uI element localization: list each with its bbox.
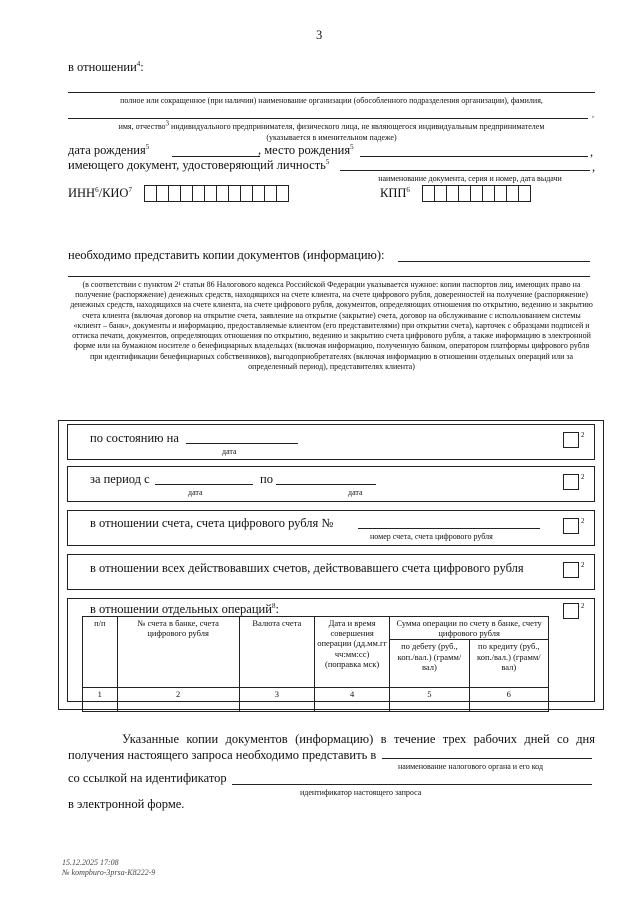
id-doc-label: имеющего документ, удостоверяющий личность$^5$ xyxy=(68,157,330,172)
case-hint: (указывается в именительном падеже) xyxy=(266,133,397,142)
person-name-line[interactable] xyxy=(68,118,588,119)
as-of-date-field[interactable] xyxy=(186,443,298,444)
col-number: 2 xyxy=(117,688,239,701)
table-cell[interactable] xyxy=(239,701,314,711)
period-to-field[interactable] xyxy=(276,484,376,485)
col-number: 5 xyxy=(390,688,469,701)
inn-kio-label: ИНН$^6$/КИО$^7$ xyxy=(68,185,132,200)
deadline-paragraph: Указанные копии документов (информацию) в течение трех рабочих дней со дня получения настоящего запроса необходимо представить в xyxy=(68,732,595,763)
stamp-date: 15.12.2025 17:08 xyxy=(62,858,119,867)
table-cell[interactable] xyxy=(469,701,548,711)
col-number: 1 xyxy=(83,688,118,701)
header-currency: Валюта счета xyxy=(239,617,314,688)
docs-note: (в соответствии с пунктом 2¹ статьи 86 Налогового кодекса Российской Федерации указывается нужное: копии паспортов лиц, имеющих право на получение (распоряжение) денежных средств, находящихся на счете клиента, на счете цифрового рубля, доверенностей на получение (распоряжение) денежных средств, находящихся на счете клиента, на счете цифрового рубля, документов, определяющих отношения по открытию, ведению и закрытию счета клиента (включая договор на открытие счета, заявление на открытие (закрытие) счета, договор на обслуживание с использованием системы «клиент – банк», документы и информацию, предоставляемые клиентом (его представителями) при открытии счета), карточек с образцами подписей и оттиска печати, документов, определяющих отношения по открытию, ведению и закрытию счета цифрового рубля, а также информацию в электронной форме или на бумажном носителе о бенефициарных владельцах (включая информацию, полученную банком, оператором платформы цифрового рубля при идентификации бенефициарных собственников), выгодоприобретателях (включая информацию в отношении отдельных операций или за определенный период), представителях клиента) xyxy=(70,280,593,371)
operations-table xyxy=(82,616,549,712)
header-sum: Сумма операции по счету в банке, счету цифрового рубля xyxy=(390,617,549,640)
account-label: в отношении счета, счета цифрового рубля № xyxy=(90,516,334,530)
birth-date-field[interactable] xyxy=(172,156,260,157)
regarding-label: в отношении$^4$: xyxy=(68,59,144,74)
period-from-field[interactable] xyxy=(155,484,253,485)
period-to-label: по xyxy=(260,472,273,486)
account-number-field[interactable] xyxy=(358,528,540,529)
id-doc-hint: наименование документа, серия и номер, дата выдачи xyxy=(378,174,562,183)
account-checkbox[interactable] xyxy=(563,518,579,534)
operations-label: в отношении отдельных операций$^8$: xyxy=(90,601,279,616)
birth-place-field[interactable] xyxy=(360,156,588,157)
all-accounts-label: в отношении всех действовавших счетов, действовавшего счета цифрового рубля xyxy=(90,561,524,575)
table-cell[interactable] xyxy=(83,701,118,711)
birth-place-label: , место рождения$^5$ xyxy=(258,142,354,157)
docs-field-2[interactable] xyxy=(68,276,590,277)
docs-field-1[interactable] xyxy=(398,261,590,262)
period-checkbox[interactable] xyxy=(563,474,579,490)
table-cell[interactable] xyxy=(390,701,469,711)
birth-date-label: дата рождения$^5$ xyxy=(68,142,150,157)
header-num: п/п xyxy=(83,617,118,688)
org-name-line[interactable] xyxy=(68,92,595,93)
header-datetime: Дата и время совершения операции (дд.мм.гг чч:мм:сс) (поправка мск) xyxy=(314,617,389,688)
ref-label: со ссылкой на идентификатор xyxy=(68,771,227,785)
tax-org-hint: наименование налогового органа и его код xyxy=(398,762,544,771)
docs-label: необходимо представить копии документов (информацию): xyxy=(68,248,385,262)
header-account: № счета в банке, счета цифрового рубля xyxy=(117,617,239,688)
col-number: 4 xyxy=(314,688,389,701)
all-accounts-checkbox[interactable] xyxy=(563,562,579,578)
inn-cells[interactable] xyxy=(144,185,288,207)
as-of-label: по состоянию на xyxy=(90,431,179,445)
kpp-cells[interactable] xyxy=(422,185,530,207)
stamp-source: № kompburo-3prsa-K8222-9 xyxy=(62,868,156,877)
ref-hint: идентификатор настоящего запроса xyxy=(300,788,422,797)
col-number: 6 xyxy=(469,688,548,701)
electronic-form: в электронной форме. xyxy=(68,797,185,811)
table-cell[interactable] xyxy=(117,701,239,711)
ref-id-field[interactable] xyxy=(232,784,592,785)
header-debit: по дебету (руб., коп./вал.) (грамм/вал) xyxy=(390,640,469,688)
id-doc-field[interactable] xyxy=(340,170,590,171)
tax-org-field[interactable] xyxy=(382,758,592,759)
header-credit: по кредиту (руб., коп./вал.) (грамм/вал) xyxy=(469,640,548,688)
org-name-hint: полное или сокращенное (при наличии) наименование организации (обособленного подразделения организации), фамилия, xyxy=(120,96,543,105)
kpp-label: КПП$^6$ xyxy=(380,185,410,200)
as-of-checkbox[interactable] xyxy=(563,432,579,448)
col-number: 3 xyxy=(239,688,314,701)
table-cell[interactable] xyxy=(314,701,389,711)
person-hint: имя, отчество3 индивидуального предпринимателя, физического лица, не являющегося индивидуальным предпринимателем xyxy=(118,119,545,131)
operations-checkbox[interactable] xyxy=(563,603,579,619)
period-from-label: за период с xyxy=(90,472,150,486)
page-number: 3 xyxy=(316,28,323,42)
